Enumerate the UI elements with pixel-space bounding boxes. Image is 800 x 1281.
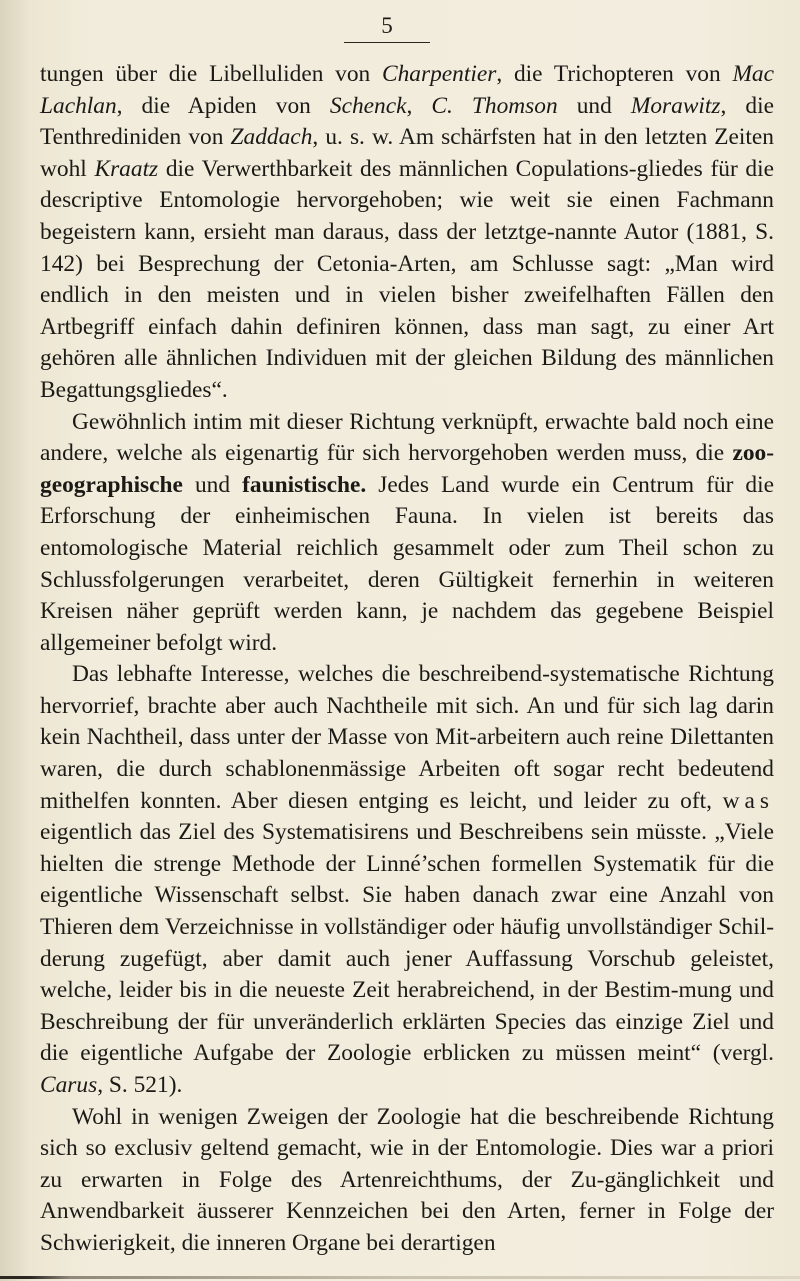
- text-run: und: [557, 92, 631, 119]
- text-run: Gewöhnlich intim mit dieser Richtung verknüpft, erwachte bald noch eine andere, welche als eigenartig für sich hervorgehoben werden muss, die: [40, 408, 774, 467]
- text-run: ,: [406, 92, 432, 119]
- text-run: , die Trichopteren von: [496, 61, 733, 87]
- text-run: , u. s. w. Am schärfsten hat in den letzten Zeiten wohl: [40, 124, 774, 182]
- paragraph: [40, 659, 774, 1101]
- bold-term: zoo-geographische: [40, 440, 774, 498]
- italic-name: Zaddach: [230, 124, 313, 151]
- italic-name: Charpentier: [382, 61, 497, 87]
- text-run: eigentlich das Ziel des Systematisirens und Beschreibens sein müsste. „Viele hielten die strenge Methode der Linné’schen formellen Systematik für die eigentliche Wissenschaft selbst. Sie haben danach zwar eine Anzahl von Thieren dem Verzeichnisse in vollständiger oder häufig unvollständiger Schil-derung zugefügt, aber damit auch jener Auffassung Vorschub geleistet, welche, leider bis in die neueste Zeit herabreichend, in der Bestim-mung und Beschreibung der für unveränderlich erklärten Species das einzige Ziel und die eigentliche Aufgabe der Zoologie erblicken zu müssen meint“ (vergl.: [40, 819, 774, 1067]
- text-run: Wohl in wenigen Zweigen der Zoologie hat die beschreibende Richtung sich so exclusiv geltend gemacht, wie in der Entomologie. Dies war a priori zu erwarten in Folge des Artenreichthums, der Zu-gänglichkeit und Anwendbarkeit äusserer Kennzeichen bei den Arten, ferner in Folge der Schwierigkeit, die inneren Organe bei derartigen: [40, 1103, 774, 1256]
- italic-name: Kraatz: [94, 155, 159, 182]
- text-run: , die Apiden von: [116, 92, 330, 119]
- page-bottom-edge: [0, 1276, 800, 1279]
- paragraph: [40, 59, 774, 407]
- body-text: [40, 59, 774, 1260]
- italic-name: Carus: [40, 1072, 98, 1098]
- italic-name: Schenck: [329, 92, 407, 119]
- text-run: die Verwerthbarkeit des männlichen Copulations-gliedes für die descriptive Entomologie hervorgehoben; wie weit sie einen Fachmann begeistern kann, ersieht man daraus, dass der letztge-nannte Autor (1881, S. 142) bei Besprechung der Cetonia-Arten, am Schlusse sagt: „Man wird endlich in den meisten und in vielen bisher zweifelhaften Fällen den Artbegriff einfach dahin definiren können, dass man sagt, zu einer Art gehören alle ähnlichen Individuen mit der gleichen Bildung des männlichen Begattungsgliedes“.: [40, 155, 774, 403]
- italic-name: Morawitz: [630, 92, 721, 119]
- text-run: tungen über die Libelluliden von: [40, 61, 382, 87]
- paragraph: [40, 407, 774, 660]
- italic-name: C. Thomson: [431, 92, 558, 119]
- text-run: Das lebhafte Interesse, welches die beschreibend-systematische Richtung hervorrief, brachte aber auch Nachtheile mit sich. An und für sich lag darin kein Nachtheil, dass unter der Masse von Mit-arbeitern auch reine Dilettanten waren, die durch schablonenmässige Arbeiten oft sogar recht bedeutend mithelfen konnten. Aber diesen entging es leicht, und leider zu oft,: [40, 661, 774, 814]
- page-number: 5: [344, 14, 430, 43]
- text-run: , die Tenthrediniden von: [40, 92, 774, 151]
- text-run: und: [182, 471, 243, 498]
- bold-term: faunistische.: [242, 471, 367, 498]
- text-run: Jedes Land wurde ein Centrum für die Erforschung der einheimischen Fauna. In vielen ist bereits das entomologische Material reichlich gesammelt oder zum Theil schon zu Schlussfolgerungen verarbeitet, deren Gültigkeit fernerhin in weiteren Kreisen näher geprüft werden kann, je nachdem das gegebene Beispiel allgemeiner befolgt wird.: [40, 471, 774, 656]
- text-run: , S. 521).: [97, 1072, 183, 1098]
- paragraph: [40, 1102, 774, 1260]
- spaced-emphasis: was: [722, 787, 774, 814]
- italic-name: Mac Lachlan: [40, 61, 774, 119]
